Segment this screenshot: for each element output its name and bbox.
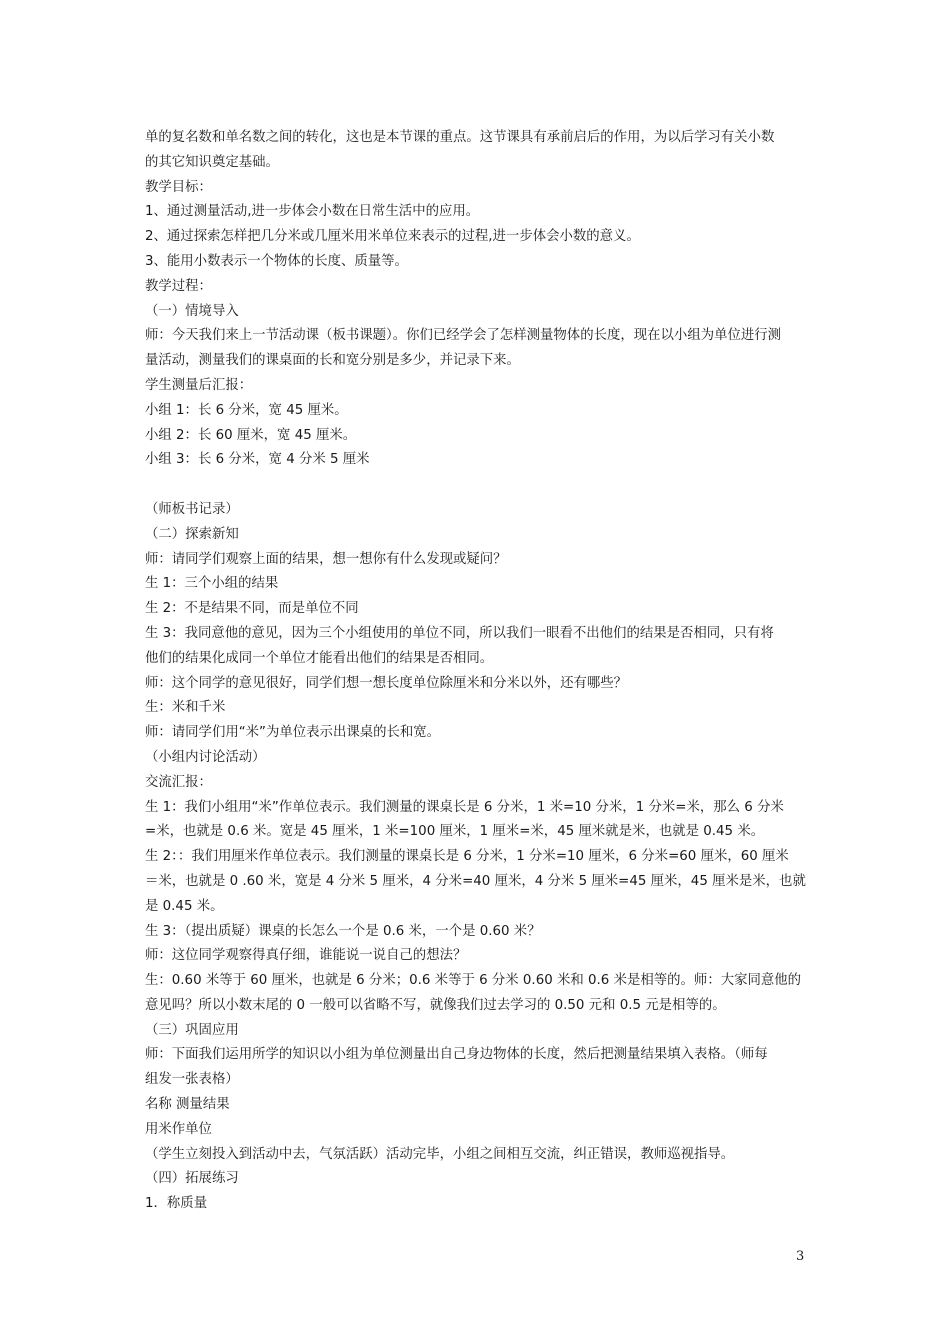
text-line: 2、通过探索怎样把几分米或几厘米用米单位来表示的过程,进一步体会小数的意义。: [145, 229, 640, 245]
text-line: （学生立刻投入到活动中去，气氛活跃）活动完毕，小组之间相互交流，纠正错误，教师巡视指导。: [145, 1146, 735, 1162]
text-line: 生 2：：我们用厘米作单位表示。我们测量的课桌长是 6 分米，1 分米=10 厘米，6 分米=60 厘米，60 厘米: [145, 849, 789, 865]
text-line: （小组内讨论活动）: [145, 749, 266, 765]
text-line: 生 1：三个小组的结果: [145, 576, 279, 592]
page-number: 3: [796, 1249, 805, 1264]
text-line: 生 1：我们小组用“米”作单位表示。我们测量的课桌长是 6 分米，1 米=10 分米，1 分米=米，那么 6 分米: [145, 799, 784, 815]
text-line: 生：米和千米: [145, 700, 226, 716]
text-line: 的其它知识奠定基础。: [145, 154, 279, 170]
text-line: 小组 1：长 6 分米，宽 45 厘米。: [145, 402, 348, 418]
text-line: =米，也就是 0.6 米。宽是 45 厘米，1 米=100 厘米，1 厘米=米，45 厘米就是米，也就是 0.45 米。: [145, 824, 765, 840]
text-line: 3、能用小数表示一个物体的长度、质量等。: [145, 253, 408, 269]
text-line: （二）探索新知: [145, 526, 239, 542]
text-line: 师：下面我们运用所学的知识以小组为单位测量出自己身边物体的长度，然后把测量结果填入表格。（师每: [145, 1047, 768, 1063]
text-line: 师：这个同学的意见很好，同学们想一想长度单位除厘米和分米以外，还有哪些？: [145, 675, 628, 691]
text-line: 1、通过测量活动,进一步体会小数在日常生活中的应用。: [145, 204, 480, 220]
text-line: 1．称质量: [145, 1196, 208, 1212]
document-body: [145, 126, 815, 1217]
text-line: 师：请同学们观察上面的结果，想一想你有什么发现或疑问？: [145, 551, 507, 567]
text-line: （师板书记录）: [145, 501, 239, 517]
blank-line: [145, 473, 815, 498]
text-line: 量活动，测量我们的课桌面的长和宽分别是多少，并记录下来。: [145, 353, 520, 369]
text-line: 生 3：我同意他的意见，因为三个小组使用的单位不同，所以我们一眼看不出他们的结果是否相同，只有将: [145, 625, 774, 641]
text-line: 师：今天我们来上一节活动课（板书课题）。你们已经学会了怎样测量物体的长度，现在以小组为单位进行测: [145, 328, 782, 344]
text-line: 他们的结果化成同一个单位才能看出他们的结果是否相同。: [145, 650, 494, 666]
text-line: 意见吗？所以小数末尾的 0 一般可以省略不写，就像我们过去学习的 0.50 元和 0.5 元是相等的。: [145, 997, 726, 1013]
text-line: 教学目标：: [145, 179, 212, 195]
text-line: 小组 3：长 6 分米，宽 4 分米 5 厘米: [145, 452, 370, 468]
text-line: 用米作单位: [145, 1121, 212, 1137]
text-line: 交流汇报：: [145, 774, 212, 790]
text-line: 是 0.45 米。: [145, 898, 224, 914]
text-line: 师：这位同学观察得真仔细，谁能说一说自己的想法？: [145, 948, 467, 964]
text-line: 名称 测量结果: [145, 1097, 230, 1113]
text-line: 单的复名数和单名数之间的转化，这也是本节课的重点。这节课具有承前启后的作用，为以后学习有关小数: [145, 130, 775, 145]
text-line: 生 3：（提出质疑）课桌的长怎么一个是 0.6 米，一个是 0.60 米？: [145, 923, 541, 939]
text-line: 生：0.60 米等于 60 厘米，也就是 6 分米；0.6 米等于 6 分米 0.60 米和 0.6 米是相等的。师：大家同意他的: [145, 973, 802, 989]
text-line: （四）拓展练习: [145, 1171, 239, 1187]
text-line: 小组 2：长 60 厘米，宽 45 厘米。: [145, 427, 357, 443]
text-line: 学生测量后汇报：: [145, 377, 253, 393]
text-line: （三）巩固应用: [145, 1022, 239, 1038]
text-line: 组发一张表格）: [145, 1072, 239, 1088]
text-line: （一）情境导入: [145, 303, 239, 319]
text-line: ＝米，也就是 0 .60 米，宽是 4 分米 5 厘米，4 分米=40 厘米，4 分米 5 厘米=45 厘米，45 厘米是米，也就: [145, 873, 806, 889]
text-line: 教学过程：: [145, 278, 212, 294]
text-line: 生 2：不是结果不同，而是单位不同: [145, 601, 359, 617]
text-line: 师：请同学们用“米”为单位表示出课桌的长和宽。: [145, 725, 441, 741]
